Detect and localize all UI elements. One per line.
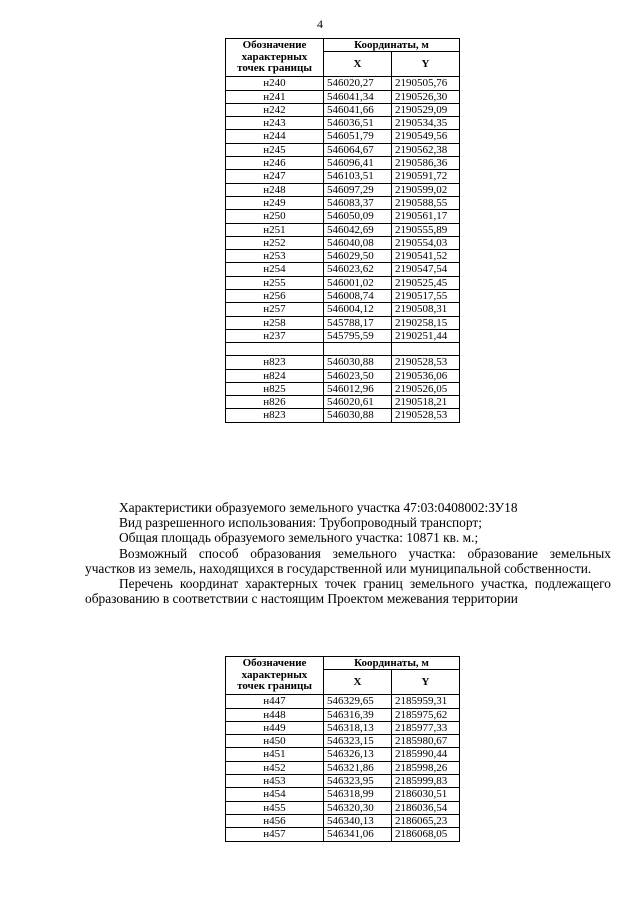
table-row <box>226 721 460 734</box>
point-id-cell: н824 <box>226 369 324 382</box>
x-coordinate-cell: 546083,37 <box>324 196 392 209</box>
y-coordinate-cell: 2190534,35 <box>392 117 460 130</box>
header-coordinates: Координаты, м <box>324 39 460 52</box>
point-id-cell: н448 <box>226 708 324 721</box>
x-coordinate-cell: 546097,29 <box>324 183 392 196</box>
point-id-cell: н451 <box>226 748 324 761</box>
y-coordinate-cell: 2190517,55 <box>392 290 460 303</box>
header-y: Y <box>392 52 460 77</box>
point-id-cell: н456 <box>226 814 324 827</box>
x-coordinate-cell: 546008,74 <box>324 290 392 303</box>
x-coordinate-cell: 546023,50 <box>324 369 392 382</box>
table-row <box>226 117 460 130</box>
y-coordinate-cell: 2186036,54 <box>392 801 460 814</box>
table-row <box>226 356 460 369</box>
parcel-characteristics: Характеристики образуемого земельного участка 47:03:0408002:ЗУ18 <box>119 500 518 515</box>
y-coordinate-cell: 2190528,53 <box>392 409 460 422</box>
table-1-body <box>226 77 460 422</box>
coordinates-list-intro: Перечень координат характерных точек границ земельного участка, подлежащего образованию в соответствии с настоящим Проектом межевания территории <box>85 576 611 607</box>
x-coordinate-cell: 546029,50 <box>324 250 392 263</box>
table-row <box>226 196 460 209</box>
coordinates-table-1 <box>225 38 460 423</box>
y-coordinate-cell: 2190541,52 <box>392 250 460 263</box>
x-coordinate-cell: 546004,12 <box>324 303 392 316</box>
x-coordinate-cell: 545795,59 <box>324 329 392 342</box>
table-row <box>226 748 460 761</box>
x-coordinate-cell: 546321,86 <box>324 761 392 774</box>
x-coordinate-cell: 546041,66 <box>324 103 392 116</box>
table-row <box>226 369 460 382</box>
x-coordinate-cell: 546040,08 <box>324 236 392 249</box>
parcel-description <box>85 500 611 606</box>
x-coordinate-cell: 546020,61 <box>324 396 392 409</box>
point-id-cell: н826 <box>226 396 324 409</box>
point-id-cell: н248 <box>226 183 324 196</box>
y-coordinate-cell: 2190549,56 <box>392 130 460 143</box>
header-y: Y <box>392 670 460 695</box>
point-id-cell: н250 <box>226 210 324 223</box>
table-row <box>226 735 460 748</box>
y-coordinate-cell: 2186068,05 <box>392 828 460 841</box>
header-coordinates: Координаты, м <box>324 657 460 670</box>
point-id-cell: н823 <box>226 409 324 422</box>
point-id-cell: н242 <box>226 103 324 116</box>
table-row <box>226 775 460 788</box>
y-coordinate-cell: 2190599,02 <box>392 183 460 196</box>
table-row <box>226 695 460 708</box>
y-coordinate-cell: 2185959,31 <box>392 695 460 708</box>
point-id-cell: н244 <box>226 130 324 143</box>
x-coordinate-cell <box>324 343 392 356</box>
header-x: X <box>324 52 392 77</box>
point-id-cell: н251 <box>226 223 324 236</box>
x-coordinate-cell: 546023,62 <box>324 263 392 276</box>
x-coordinate-cell: 546326,13 <box>324 748 392 761</box>
x-coordinate-cell: 546096,41 <box>324 157 392 170</box>
header-point-designation: Обозначение характерных точек границы <box>226 39 324 77</box>
table-row <box>226 236 460 249</box>
y-coordinate-cell <box>392 343 460 356</box>
table-row <box>226 276 460 289</box>
x-coordinate-cell: 546020,27 <box>324 77 392 90</box>
header-point-designation: Обозначение характерных точек границы <box>226 657 324 695</box>
x-coordinate-cell: 546012,96 <box>324 382 392 395</box>
x-coordinate-cell: 546341,06 <box>324 828 392 841</box>
y-coordinate-cell: 2190525,45 <box>392 276 460 289</box>
table-row <box>226 210 460 223</box>
point-id-cell: н243 <box>226 117 324 130</box>
x-coordinate-cell: 545788,17 <box>324 316 392 329</box>
y-coordinate-cell: 2190562,38 <box>392 143 460 156</box>
point-id-cell: н254 <box>226 263 324 276</box>
table-row <box>226 382 460 395</box>
y-coordinate-cell: 2185998,26 <box>392 761 460 774</box>
point-id-cell: н255 <box>226 276 324 289</box>
point-id-cell: н241 <box>226 90 324 103</box>
point-id-cell: н449 <box>226 721 324 734</box>
y-coordinate-cell: 2190518,21 <box>392 396 460 409</box>
point-id-cell: н453 <box>226 775 324 788</box>
table-row <box>226 77 460 90</box>
table-row <box>226 290 460 303</box>
point-id-cell: н237 <box>226 329 324 342</box>
table-row <box>226 343 460 356</box>
x-coordinate-cell: 546042,69 <box>324 223 392 236</box>
y-coordinate-cell: 2186065,23 <box>392 814 460 827</box>
point-id-cell: н447 <box>226 695 324 708</box>
table-row <box>226 396 460 409</box>
table-row <box>226 316 460 329</box>
y-coordinate-cell: 2190526,05 <box>392 382 460 395</box>
point-id-cell: н452 <box>226 761 324 774</box>
table-row <box>226 814 460 827</box>
table-2-body <box>226 695 460 841</box>
x-coordinate-cell: 546323,95 <box>324 775 392 788</box>
y-coordinate-cell: 2185990,44 <box>392 748 460 761</box>
y-coordinate-cell: 2185977,33 <box>392 721 460 734</box>
y-coordinate-cell: 2185975,62 <box>392 708 460 721</box>
y-coordinate-cell: 2185980,67 <box>392 735 460 748</box>
x-coordinate-cell: 546329,65 <box>324 695 392 708</box>
x-coordinate-cell: 546030,88 <box>324 409 392 422</box>
table-row <box>226 263 460 276</box>
point-id-cell: н450 <box>226 735 324 748</box>
x-coordinate-cell: 546064,67 <box>324 143 392 156</box>
table-row <box>226 303 460 316</box>
table-row <box>226 103 460 116</box>
x-coordinate-cell: 546001,02 <box>324 276 392 289</box>
y-coordinate-cell: 2190586,36 <box>392 157 460 170</box>
table-row <box>226 130 460 143</box>
table-row <box>226 157 460 170</box>
point-id-cell: н825 <box>226 382 324 395</box>
y-coordinate-cell: 2190547,54 <box>392 263 460 276</box>
table-row <box>226 801 460 814</box>
total-area: Общая площадь образуемого земельного участка: 10871 кв. м.; <box>119 530 479 546</box>
x-coordinate-cell: 546050,09 <box>324 210 392 223</box>
table-row <box>226 223 460 236</box>
page-number: 4 <box>317 17 323 31</box>
table-row <box>226 828 460 841</box>
y-coordinate-cell: 2190588,55 <box>392 196 460 209</box>
x-coordinate-cell: 546323,15 <box>324 735 392 748</box>
table-row <box>226 329 460 342</box>
table-row <box>226 183 460 196</box>
point-id-cell: н249 <box>226 196 324 209</box>
y-coordinate-cell: 2190554,03 <box>392 236 460 249</box>
y-coordinate-cell: 2190561,17 <box>392 210 460 223</box>
y-coordinate-cell: 2190526,30 <box>392 90 460 103</box>
y-coordinate-cell: 2190251,44 <box>392 329 460 342</box>
point-id-cell: н457 <box>226 828 324 841</box>
x-coordinate-cell: 546030,88 <box>324 356 392 369</box>
table-row <box>226 90 460 103</box>
y-coordinate-cell: 2190536,06 <box>392 369 460 382</box>
table-row <box>226 761 460 774</box>
point-id-cell: н256 <box>226 290 324 303</box>
y-coordinate-cell: 2190555,89 <box>392 223 460 236</box>
x-coordinate-cell: 546320,30 <box>324 801 392 814</box>
x-coordinate-cell: 546036,51 <box>324 117 392 130</box>
y-coordinate-cell: 2190258,15 <box>392 316 460 329</box>
y-coordinate-cell: 2190505,76 <box>392 77 460 90</box>
table-row <box>226 708 460 721</box>
y-coordinate-cell: 2190528,53 <box>392 356 460 369</box>
y-coordinate-cell: 2185999,83 <box>392 775 460 788</box>
point-id-cell <box>226 343 324 356</box>
x-coordinate-cell: 546318,99 <box>324 788 392 801</box>
point-id-cell: н257 <box>226 303 324 316</box>
y-coordinate-cell: 2190529,09 <box>392 103 460 116</box>
point-id-cell: н252 <box>226 236 324 249</box>
point-id-cell: н246 <box>226 157 324 170</box>
table-row <box>226 143 460 156</box>
table-row <box>226 170 460 183</box>
point-id-cell: н454 <box>226 788 324 801</box>
point-id-cell: н247 <box>226 170 324 183</box>
permitted-use: Вид разрешенного использования: Трубопроводный транспорт; <box>119 515 482 531</box>
x-coordinate-cell: 546340,13 <box>324 814 392 827</box>
coordinates-table-2 <box>225 656 460 842</box>
header-x: X <box>324 670 392 695</box>
point-id-cell: н245 <box>226 143 324 156</box>
x-coordinate-cell: 546316,39 <box>324 708 392 721</box>
y-coordinate-cell: 2186030,51 <box>392 788 460 801</box>
table-row <box>226 409 460 422</box>
table-row <box>226 250 460 263</box>
point-id-cell: н240 <box>226 77 324 90</box>
formation-method: Возможный способ образования земельного участка: образование земельных участков из земель, находящихся в государственной или муниципальной собственности. <box>85 545 611 576</box>
point-id-cell: н253 <box>226 250 324 263</box>
point-id-cell: н258 <box>226 316 324 329</box>
x-coordinate-cell: 546318,13 <box>324 721 392 734</box>
x-coordinate-cell: 546051,79 <box>324 130 392 143</box>
x-coordinate-cell: 546103,51 <box>324 170 392 183</box>
y-coordinate-cell: 2190591,72 <box>392 170 460 183</box>
x-coordinate-cell: 546041,34 <box>324 90 392 103</box>
point-id-cell: н455 <box>226 801 324 814</box>
y-coordinate-cell: 2190508,31 <box>392 303 460 316</box>
table-row <box>226 788 460 801</box>
point-id-cell: н823 <box>226 356 324 369</box>
